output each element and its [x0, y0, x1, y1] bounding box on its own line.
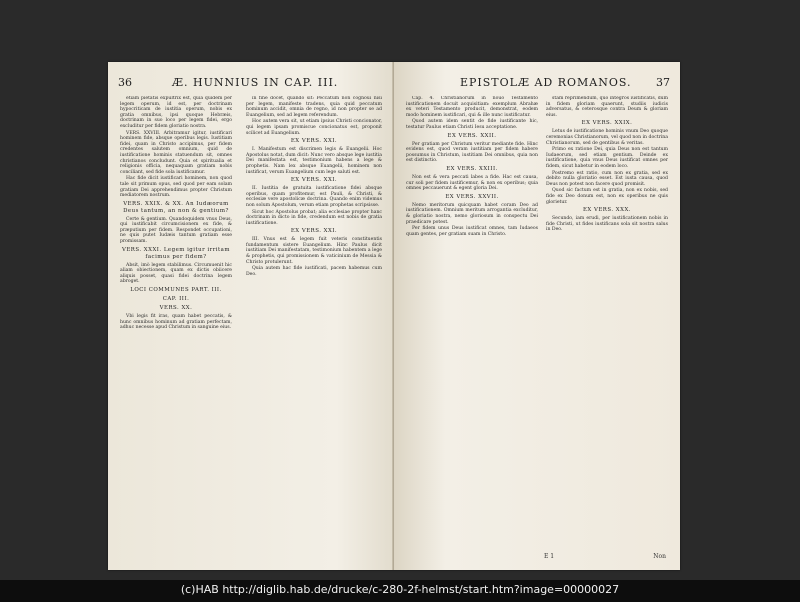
right-page: [394, 62, 680, 570]
section-heading: EX VERS. XXI.: [290, 177, 338, 184]
section-heading: EX VERS. XXIII.: [446, 165, 498, 172]
text-paragraph: Postremo est ratio, cum non ex gratia, sed ex debito nulla gloriatio esset. Est iusta causa, quod Deus non potest non facere quod promisit.: [546, 170, 668, 187]
text-paragraph: stam reprimendum, quo integros iustificatis, dum in fidem gloriam quaerunt, studiis iudicis adversatus, & ceterosque contra Deum & gloriam eius.: [546, 96, 668, 118]
text-paragraph: Quod autem idem sentit de fide iustificante hic, testatur Paulus etiam Christi Iesu acceptatione.: [406, 119, 538, 130]
right-column-2: [546, 96, 668, 546]
text-paragraph: III. Vnus est & legem fuit veteris constituentis fundamentum sistere Euangelium. Hinc Paulus dicit iustitiam Dei manifestatam, testimonium habentem a lege & prophetis, qui promissionem & vaticinium de Messia & Christo protulerunt.: [246, 237, 382, 265]
text-paragraph: Nemo meritorum quicquam habet coram Deo ad iustificationem. Omnium meritum arrogantia excluditur, & gloriatio nostra, nemo gloriosum in conspectu Dei praedicare potest.: [406, 202, 538, 225]
text-paragraph: Absit, imò legem stabilimus. Circumuenit hic aliam obiectionem, quam ex dictis obiicere aliquis posset, quasi fidei doctrina legem abroget.: [120, 262, 232, 285]
section-heading: EX VERS. XXI.: [290, 228, 338, 235]
right-column-1: [406, 96, 538, 546]
section-heading: EX VERS. XXI.: [290, 138, 338, 145]
text-paragraph: Sicut hoc Apostolus probat; alia ecclesiae propter hanc doctrinam in dicto in fide, credendum est nobis de gratia iustificatione.: [246, 209, 382, 226]
left-column-1: [120, 96, 232, 546]
right-page-number: 37: [656, 76, 670, 89]
section-heading: EX VERS. XXVII.: [445, 193, 499, 200]
section-heading: EX VERS. XXIX.: [581, 120, 633, 127]
text-paragraph: Letus de iustificatione hominis vnum Deo quoque ceremonias Christianorum, vel quod non in doctrina Christianorum, sed de gentibus & veritas.: [546, 129, 668, 146]
left-page: [108, 62, 394, 570]
left-running-head: Æ. HUNNIUS IN CAP. III.: [172, 76, 339, 89]
book-spread: [108, 62, 680, 570]
section-heading: LOCI COMMUNES PART. III.: [130, 287, 222, 294]
left-page-number: 36: [118, 76, 132, 89]
text-paragraph: Hac fide dicit iustificari hominem, non quod tale sit primum opus, sed quod per eam solam gratiam Dei apprehendimus propter Christum mediatorem nostrum.: [120, 176, 232, 199]
text-paragraph: Certe & gentium. Quandoquidem vnus Deus, qui iustificabit circumcisionem ex fide, & præputium per fidem. Respondet occupationi, ne quis putet Iudæis tantum gratiam esse promissam.: [120, 216, 232, 245]
catchword: Non: [653, 553, 666, 560]
text-paragraph: Non est & vera peccati labes a fide. Hac est causa, cur soli per fidem iustificemur, & non ex operibus; quia omnes peccauerunt & egent gloria Dei.: [406, 174, 538, 192]
section-heading: EX VERS. XXII.: [447, 132, 497, 139]
text-paragraph: VERS. XXVIII. Arbitramur igitur, iustificari hominem fide, absque operibus legis. Iustitiam fidei, quam in Christo accipimus, per fidem credentes salutem omnium, quid de iustificatione hominis statuendum sit, omnes christianos concludunt. Quia et spiritualia et religionis officia, nequaquam gratiam nobis conciliant, sed fide sola iustificamur.: [120, 130, 232, 175]
signature-mark: E 1: [544, 553, 555, 560]
text-paragraph: Hoc autem vera sit, ut etiam ipsius Christi concionator, qui legem ipsam promiscue concionatus est, proponit scilicet ad Euangelium.: [246, 119, 382, 136]
text-paragraph: Per fidem unus Deus iustificat omnes, tam Iudaeos quam gentes, per gratiam suam in Christo.: [406, 226, 538, 237]
text-paragraph: Cap. 4. Christianorum in nouo Testamento iustificationem docuit acquisitiam: exemplum Abrahæ ex veteri Testamento producit, demonstrat, eodem modo hominem iustificari, qui & ille nunc iustificatur.: [406, 96, 538, 118]
text-paragraph: Quod sic factum est in gratia, non ex nobis, sed fide ex Deo donum est, non ex operibus ne quis glorietur.: [546, 188, 668, 205]
text-paragraph: I. Manifestum est discrimen legis & Euangelii. Hoc Apostolus notat, dum dicit: Nunc vero absque lege iustitia Dei manifestata est, testimonium habens a lege & prophetis. Nam lex absque Euangelii, hominem non iustificat, verum Euangelium cum lege saluti est.: [246, 147, 382, 175]
section-heading: VERS. XXIX. & XX. An Iudæorum Deus tantum, an non & gentium?: [123, 200, 229, 214]
text-paragraph: Secundo, iam erudi, per iustificationem nobis in fide Christi, ut fides iustificans sola sit nostra salus in Deo.: [546, 216, 668, 233]
left-column-2: [246, 96, 382, 546]
section-heading: VERS. XXXI. Legem igitur irritam facimus per fidem?: [121, 246, 231, 260]
right-running-head: EPISTOLÆ AD ROMANOS.: [460, 76, 632, 89]
text-paragraph: Quia autem hac fide iustificati, pacem habemus cum Deo.: [246, 266, 382, 277]
text-paragraph: Primo ex ratione Dei, quia Deus non est tantum Iudaeorum, sed etiam gentium. Deinde ex iustificatione, quia vnus Deus iustificat omnes per fidem, sicut habetur in eodem loco.: [546, 147, 668, 169]
text-paragraph: II. Iustitia de gratuita iustificatione fidei absque operibus, quam profitemur, est Pauli, & Christi, & ecclesiæ vere apostolicæ doctrina. Quando enim videmus non solum Apostolum, verum etiam prophetas scripsisse.: [246, 186, 382, 208]
text-paragraph: etiam pietatis expultrix est, quia quidem per legem operum, id est, per doctrinam hypocriticam de iustitia operum, nobis ex gratia omnibus, ipsi quoque Hebræis, doctrinam in suo loco per legem fidei, ergo excluditur per fidem gloriatio nostra.: [120, 96, 232, 129]
section-heading: EX VERS. XXX.: [582, 207, 632, 214]
text-paragraph: in fine docet, quando sit: Peccatum non cognoui nisi per legem, manifeste tradens, quia quid peccatum hominum accidit, omnia de regno, id non propter se ad Euangelium, sed ad legem referendum.: [246, 96, 382, 118]
section-heading: VERS. XX.: [159, 305, 193, 312]
text-paragraph: Vbi legis fit iras, quam habet peccatis, & hunc omnibus hominum ad gratiam perfectam, adhuc necesse apud Christum in sanguine eius.: [120, 314, 232, 331]
section-heading: CAP. III.: [162, 296, 190, 303]
text-paragraph: Per gratiam per Christum veritur mediante fide. Hinc evidens est, quod veram iustitiam per fidem habere possumus in Christum, iustitiam Dei omnibus, quia non est distinctio.: [406, 141, 538, 164]
image-source-caption: (c)HAB http://diglib.hab.de/drucke/c-280-2f-helmst/start.htm?image=00000027: [180, 583, 620, 596]
